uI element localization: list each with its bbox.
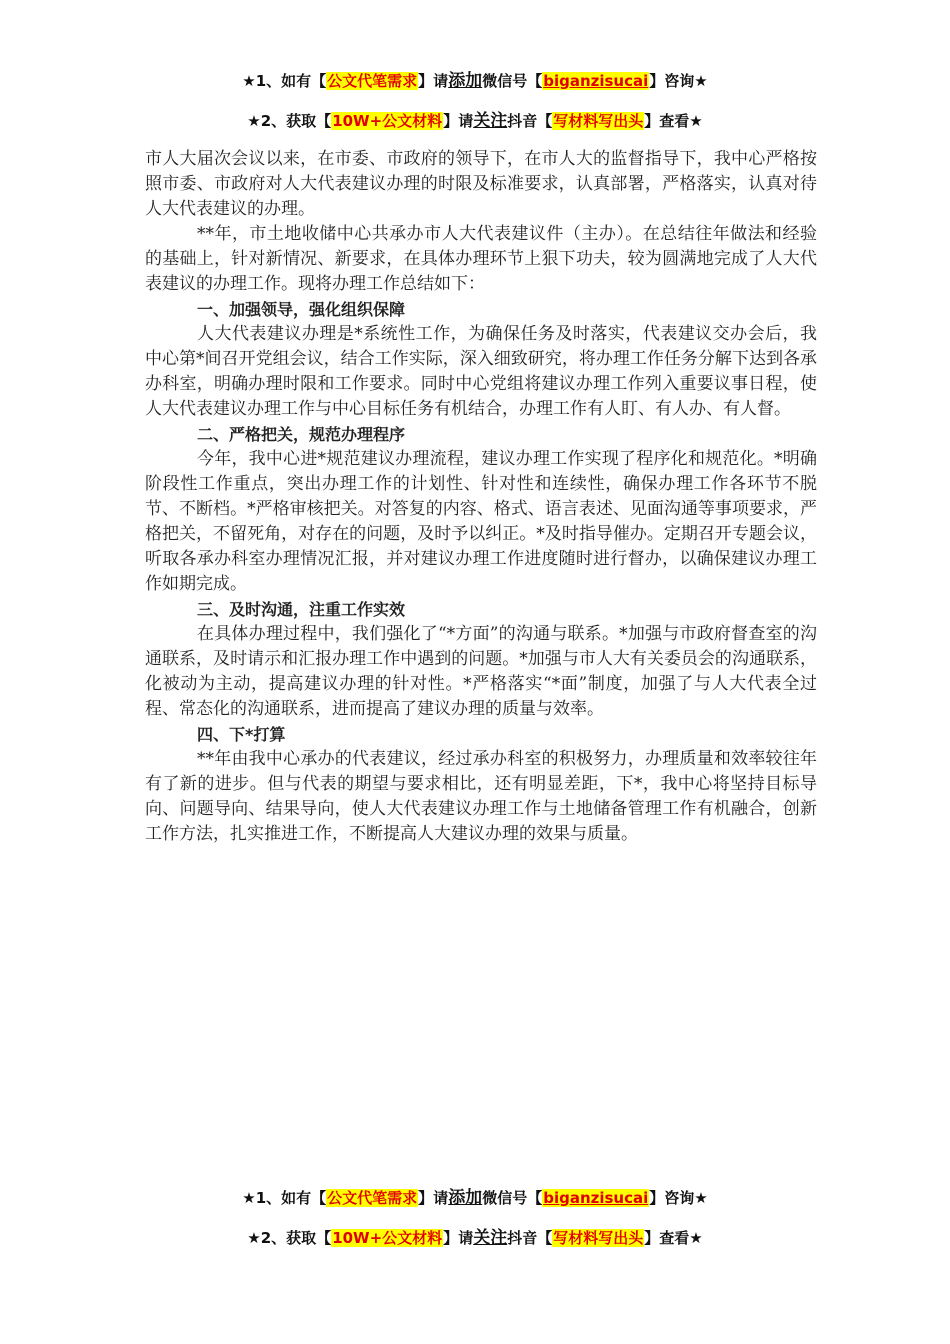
banner-text: 2、获取【 [260, 112, 332, 130]
banner-bottom-line-2 [0, 1227, 950, 1249]
paragraph-section-1: 人大代表建议办理是*系统性工作，为确保任务及时落实，代表建议交办会后，我中心第*间召开党组会议，结合工作实际，深入细致研究，将办理工作任务分解下达到各承办科室，明确办理时限和工作要求。同时中心党组将建议办理工作列入重要议事日程，使人大代表建议办理工作与中心目标任务有机结合，办理工作有人盯、有人办、有人督。 [145, 324, 817, 419]
banner-emphasis: 关注 [473, 1228, 508, 1248]
highlight-materials: 10W+公文材料 [332, 112, 443, 130]
banner-text: 】请 [443, 112, 474, 130]
banner-text: 抖音【 [507, 112, 553, 130]
banner-text: 抖音【 [507, 1229, 553, 1247]
star-icon: ★ [247, 112, 261, 130]
banner-text: 】咨询★ [649, 1189, 708, 1207]
douyin-account: 写材料写出头 [553, 112, 644, 130]
document-body [145, 147, 817, 847]
star-icon: ★ [242, 72, 256, 90]
highlight-service: 公文代笔需求 [327, 1189, 418, 1207]
section-heading-4: 四、下*打算 [197, 725, 286, 744]
wechat-id-link[interactable]: biganzisucai [543, 1189, 649, 1207]
banner-text: 】查看★ [644, 112, 703, 130]
banner-top-line-1 [0, 70, 950, 92]
banner-text: 】请 [418, 72, 449, 90]
section-heading-1: 一、加强领导，强化组织保障 [197, 300, 406, 319]
banner-emphasis: 添加 [448, 71, 483, 91]
banner-text: 2、获取【 [260, 1229, 332, 1247]
banner-top-line-2 [0, 110, 950, 132]
section-heading-3: 三、及时沟通，注重工作实效 [197, 600, 406, 619]
paragraph-section-4: **年由我中心承办的代表建议，经过承办科室的积极努力，办理质量和效率较往年有了新的进步。但与代表的期望与要求相比，还有明显差距，下*，我中心将坚持目标导向、问题导向、结果导向，使人大代表建议办理工作与土地储备管理工作有机融合，创新工作方法，扎实推进工作，不断提高人大建议办理的效果与质量。 [145, 749, 817, 844]
banner-text: 微信号【 [482, 1189, 543, 1207]
star-icon: ★ [242, 1189, 256, 1207]
banner-emphasis: 添加 [448, 1188, 483, 1208]
wechat-id-link[interactable]: biganzisucai [543, 72, 649, 90]
banner-text: 】咨询★ [649, 72, 708, 90]
paragraph-overview: **年，市土地收储中心共承办市人大代表建议件（主办）。在总结往年做法和经验的基础上，针对新情况、新要求，在具体办理环节上狠下功夫，较为圆满地完成了人大代表建议的办理工作。现将办理工作总结如下： [145, 224, 817, 294]
paragraph-section-2: 今年，我中心进*规范建议办理流程，建议办理工作实现了程序化和规范化。*明确阶段性工作重点，突出办理工作的计划性、针对性和连续性，确保办理工作各环节不脱节、不断档。*严格审核把关。对答复的内容、格式、语言表述、见面沟通等事项要求，严格把关，不留死角，对存在的问题，及时予以纠正。*及时指导催办。定期召开专题会议，听取各承办科室办理情况汇报，并对建议办理工作进度随时进行督办，以确保建议办理工作如期完成。 [145, 449, 817, 594]
banner-text: 微信号【 [482, 72, 543, 90]
banner-emphasis: 关注 [473, 111, 508, 131]
star-icon: ★ [247, 1229, 261, 1247]
paragraph-intro: 市人大届次会议以来，在市委、市政府的领导下，在市人大的监督指导下，我中心严格按照市委、市政府对人大代表建议办理的时限及标准要求，认真部署，严格落实，认真对待人大代表建议的办理。 [145, 149, 817, 219]
douyin-account: 写材料写出头 [553, 1229, 644, 1247]
banner-text: 】查看★ [644, 1229, 703, 1247]
paragraph-section-3: 在具体办理过程中，我们强化了“*方面”的沟通与联系。*加强与市政府督查室的沟通联系，及时请示和汇报办理工作中遇到的问题。*加强与市人大有关委员会的沟通联系，化被动为主动，提高建议办理的针对性。*严格落实“*面”制度，加强了与人大代表全过程、常态化的沟通联系，进而提高了建议办理的质量与效率。 [145, 624, 817, 719]
highlight-service: 公文代笔需求 [327, 72, 418, 90]
banner-text: 1、如有【 [255, 1189, 327, 1207]
section-heading-2: 二、严格把关，规范办理程序 [197, 425, 406, 444]
banner-text: 】请 [418, 1189, 449, 1207]
banner-text: 】请 [443, 1229, 474, 1247]
banner-text: 1、如有【 [255, 72, 327, 90]
banner-bottom-line-1 [0, 1187, 950, 1209]
highlight-materials: 10W+公文材料 [332, 1229, 443, 1247]
